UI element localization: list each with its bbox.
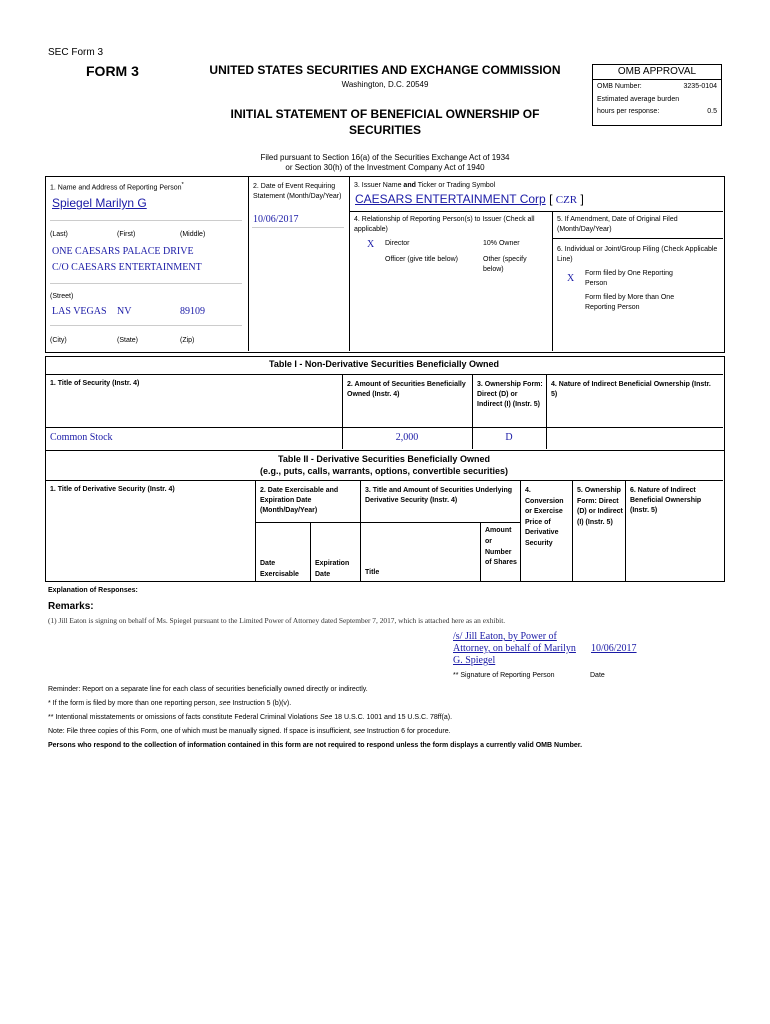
signature-date: 10/06/2017 (591, 643, 637, 654)
table-2-title-sub: Title (365, 569, 380, 576)
zip-value: 89109 (180, 306, 205, 317)
address-line-2: C/O CAESARS ENTERTAINMENT (52, 262, 202, 273)
table-1-col-amount: 2. Amount of Securities Beneficially Owned (Instr. 4) (347, 381, 466, 398)
table-2-col-dates: 2. Date Exercisable and Expiration Date (Month/Day/Year) (260, 487, 339, 514)
ticker-close: ] (580, 192, 584, 206)
zip-label: (Zip) (180, 337, 195, 344)
table-1-col-ownership: 3. Ownership Form: Direct (D) or Indirect (I) (Instr. 5) (477, 381, 543, 408)
omb-approval-box (592, 64, 722, 126)
first-label: (First) (117, 231, 136, 238)
statement-title: INITIAL STATEMENT OF BENEFICIAL OWNERSHIP OF SECURITIES (230, 107, 540, 137)
sec-form-label: SEC Form 3 (48, 47, 104, 58)
filed-line-1: Filed pursuant to Section 16(a) of the Securities Exchange Act of 1934 (260, 153, 510, 162)
state-value: NV (117, 306, 132, 317)
table-1-title: Table I - Non-Derivative Securities Beneficially Owned (269, 359, 499, 369)
table-1-row-title: Common Stock (50, 432, 113, 443)
issuer-label: 3. Issuer Name and Ticker or Trading Symbol (354, 182, 496, 189)
table-2-col-nature: 6. Nature of Indirect Beneficial Ownership (Instr. 5) (630, 487, 702, 514)
table-2-title-1: Table II - Derivative Securities Beneficially Owned (278, 454, 490, 464)
other-label: Other (specify below) (483, 256, 527, 273)
table-2-expiration: Expiration Date (315, 560, 350, 578)
middle-label: (Middle) (180, 231, 206, 238)
persons-note: Persons who respond to the collection of information contained in this form are not required to respond unless the form displays a currently valid OMB Number. (48, 742, 583, 749)
signature-line-3[interactable]: G. Spiegel (453, 655, 496, 666)
signature-line-1[interactable]: /s/ Jill Eaton, by Power of (453, 631, 557, 642)
omb-title: OMB APPROVAL (593, 65, 721, 80)
state-label: (State) (117, 337, 139, 344)
note-misstatements: ** Intentional misstatements or omissions of facts constitute Federal Criminal Violations See 18 U.S.C. 1001 and 15 U.S.C. 78ff(a). (48, 714, 453, 721)
officer-label: Officer (give title below) (385, 256, 459, 263)
name-address-label: 1. Name and Address of Reporting Person* (50, 182, 184, 192)
table-2-date-exercisable: Date Exercisable (260, 560, 299, 578)
omb-hours-value: 0.5 (707, 108, 717, 115)
filed-pursuant (180, 153, 590, 173)
event-date-label: 2. Date of Event Requiring Statement (Month/Day/Year) (253, 183, 342, 200)
reporting-person-name[interactable]: Spiegel Marilyn G (52, 196, 147, 210)
commission-city: Washington, D.C. 20549 (341, 80, 429, 89)
omb-number-value: 3235-0104 (683, 83, 717, 90)
address-line-1: ONE CAESARS PALACE DRIVE (52, 246, 194, 257)
remarks-title: Remarks: (48, 601, 94, 612)
commission-title: UNITED STATES SECURITIES AND EXCHANGE COMMISSION (209, 63, 561, 77)
street-label: (Street) (50, 293, 74, 300)
table-1-col-title: 1. Title of Security (Instr. 4) (50, 380, 140, 387)
director-check: X (367, 239, 375, 250)
ticker-symbol: CZR (555, 194, 578, 206)
ticker-open: [ (549, 192, 553, 206)
issuer-name-link[interactable]: CAESARS ENTERTAINMENT Corp (355, 192, 546, 206)
note-copies: Note: File three copies of this Form, one of which must be manually signed. If space is insufficient, see Instruction 6 for procedure. (48, 728, 451, 735)
omb-hours-label: hours per response: (597, 108, 660, 115)
city-value: LAS VEGAS (52, 306, 107, 317)
one-person-check: X (567, 273, 575, 284)
omb-burden-label: Estimated average burden (597, 96, 680, 103)
signature-label: ** Signature of Reporting Person (453, 672, 555, 679)
table-2-amount-sub: Amount or Number of Shares (485, 527, 517, 567)
table-1-col-nature: 4. Nature of Indirect Beneficial Ownership (Instr. 5) (551, 381, 711, 398)
director-label: Director (385, 240, 410, 247)
one-person-label: Form filed by One Reporting Person (585, 270, 673, 287)
amendment-label: 5. If Amendment, Date of Original Filed (Month/Day/Year) (557, 216, 678, 233)
table-2-col-underlying: 3. Title and Amount of Securities Underlying Derivative Security (Instr. 4) (365, 487, 513, 504)
table-2-title-2: (e.g., puts, calls, warrants, options, convertible securities) (259, 466, 509, 476)
form-number: FORM 3 (86, 63, 139, 79)
filing-type-label: 6. Individual or Joint/Group Filing (Check Applicable Line) (557, 246, 718, 263)
filed-line-2: or Section 30(h) of the Investment Company Act of 1940 (285, 163, 485, 172)
more-person-label: Form filed by More than One Reporting Person (585, 294, 675, 311)
omb-number-label: OMB Number: (597, 83, 642, 90)
table-2-col-ownership: 5. Ownership Form: Direct (D) or Indirect (I) (Instr. 5) (577, 487, 623, 526)
last-label: (Last) (50, 231, 68, 238)
issuer-name-line (355, 192, 584, 206)
note-multiple-filers: * If the form is filed by more than one reporting person, see Instruction 5 (b)(v). (48, 700, 292, 707)
city-label: (City) (50, 337, 67, 344)
remarks-text: (1) Jill Eaton is signing on behalf of Ms. Spiegel pursuant to the Limited Power of Attorney dated September 7, 2017, which is attached here as an exhibit. (48, 616, 506, 625)
reminder-note: Reminder: Report on a separate line for each class of securities beneficially owned directly or indirectly. (48, 686, 368, 693)
event-date-value: 10/06/2017 (253, 214, 299, 225)
ten-pct-owner-label: 10% Owner (483, 240, 520, 247)
table-1-row-form: D (505, 432, 513, 443)
relationship-label: 4. Relationship of Reporting Person(s) to Issuer (Check all applicable) (354, 216, 535, 233)
table-2-title (45, 453, 723, 477)
table-1-row-amount: 2,000 (395, 432, 419, 443)
table-2-col-title: 1. Title of Derivative Security (Instr. 4) (50, 486, 175, 493)
signature-block[interactable] (453, 631, 593, 667)
table-2-col-conversion: 4. Conversion or Exercise Price of Derivative Security (525, 487, 564, 547)
explanation-label: Explanation of Responses: (48, 587, 138, 594)
signature-line-2[interactable]: Attorney, on behalf of Marilyn (453, 643, 576, 654)
date-label: Date (590, 672, 605, 679)
